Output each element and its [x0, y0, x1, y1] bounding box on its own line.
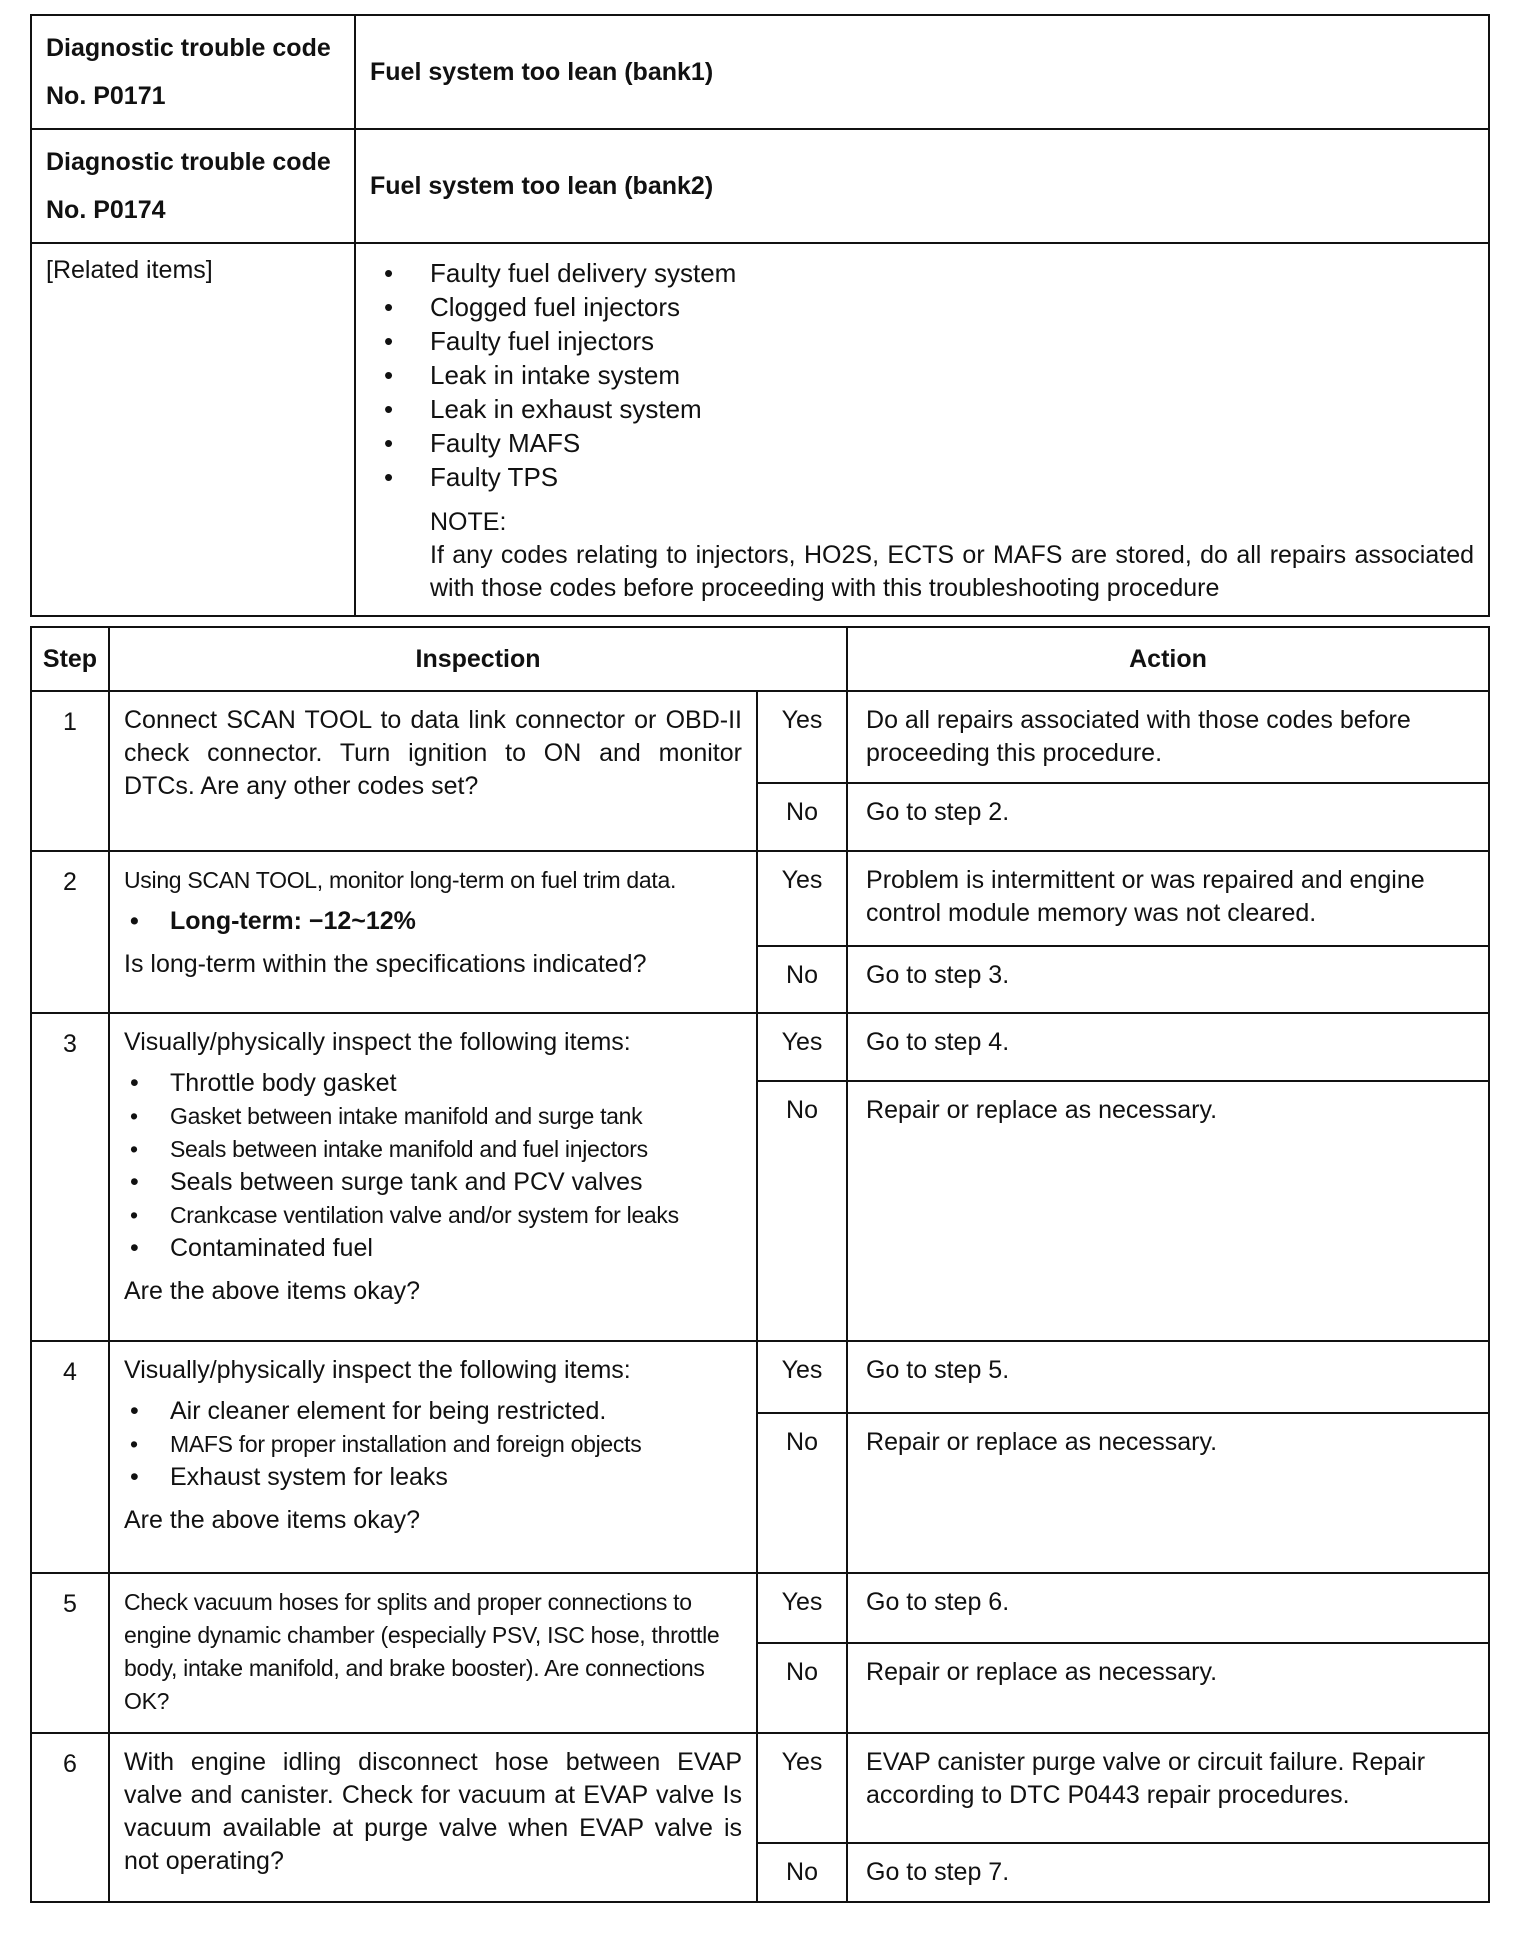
yes-label: Yes [757, 1733, 847, 1843]
list-item: • Faulty MAFS [370, 426, 1474, 460]
note-text: If any codes relating to injectors, HO2S, ECTS or MAFS are stored, do all repairs associated with those codes before proceeding with this troubleshooting procedure [430, 541, 1474, 602]
step-row-2 [31, 851, 1489, 946]
related-items-label: [Related items] [31, 243, 355, 616]
no-label: No [757, 783, 847, 851]
list-item: • Crankcase ventilation valve and/or system for leaks [124, 1199, 742, 1232]
list-item: • Seals between surge tank and PCV valves [124, 1166, 742, 1199]
note-block [430, 506, 1474, 605]
dtc-code-number: No. P0171 [46, 82, 166, 110]
step-row-4 [31, 1341, 1489, 1413]
step-row-1 [31, 691, 1489, 783]
inspection-text: With engine idling disconnect hose between EVAP valve and canister. Check for vacuum at EVAP valve Is vacuum available at purge valve when EVAP valve is not operating? [124, 1748, 742, 1875]
table-header-row [31, 627, 1489, 691]
list-item: • Faulty fuel injectors [370, 324, 1474, 358]
inspection-items [124, 1067, 742, 1265]
no-action: Go to step 7. [847, 1843, 1489, 1902]
inspection-question: Are the above items okay? [124, 1277, 420, 1305]
list-item: • Clogged fuel injectors [370, 290, 1474, 324]
yes-label: Yes [757, 1573, 847, 1643]
list-item: • Contaminated fuel [124, 1232, 742, 1265]
yes-label: Yes [757, 851, 847, 946]
no-action: Repair or replace as necessary. [847, 1081, 1489, 1341]
spec-list [124, 905, 742, 938]
no-action: Go to step 3. [847, 946, 1489, 1013]
dtc-row-p0171 [31, 15, 1489, 129]
no-action: Repair or replace as necessary. [847, 1643, 1489, 1733]
spec-value: • Long-term: −12~12% [124, 905, 742, 938]
step-row-5 [31, 1573, 1489, 1643]
step-number: 4 [31, 1341, 109, 1573]
yes-label: Yes [757, 691, 847, 783]
list-item: • Seals between intake manifold and fuel injectors [124, 1133, 742, 1166]
list-item: • Leak in intake system [370, 358, 1474, 392]
related-items-row [31, 243, 1489, 616]
troubleshooting-table [30, 626, 1490, 1903]
step-number: 1 [31, 691, 109, 851]
yes-action: Do all repairs associated with those codes before proceeding this procedure. [847, 691, 1489, 783]
inspection-text: Connect SCAN TOOL to data link connector or OBD-II check connector. Turn ignition to ON and monitor DTCs. Are any other codes set? [124, 706, 742, 800]
list-item: • Air cleaner element for being restricted. [124, 1395, 742, 1428]
dtc-description: Fuel system too lean (bank2) [355, 129, 1489, 243]
yes-label: Yes [757, 1013, 847, 1081]
step-number: 6 [31, 1733, 109, 1902]
step-number: 5 [31, 1573, 109, 1733]
dtc-code-number: No. P0174 [46, 196, 166, 224]
no-label: No [757, 1643, 847, 1733]
dtc-description: Fuel system too lean (bank1) [355, 15, 1489, 129]
dtc-label-line1: Diagnostic trouble code [46, 148, 331, 176]
dtc-label-line1: Diagnostic trouble code [46, 34, 331, 62]
list-item: • MAFS for proper installation and foreign objects [124, 1428, 742, 1461]
no-label: No [757, 1843, 847, 1902]
no-label: No [757, 1413, 847, 1573]
inspection-question: Is long-term within the specifications indicated? [124, 950, 647, 978]
list-item: • Faulty TPS [370, 460, 1474, 494]
related-items-cell [355, 243, 1489, 616]
column-header-action: Action [847, 627, 1489, 691]
dtc-header-table [30, 14, 1490, 617]
inspection-cell [109, 1013, 757, 1341]
list-item: • Exhaust system for leaks [124, 1461, 742, 1494]
no-label: No [757, 946, 847, 1013]
inspection-question: Are the above items okay? [124, 1506, 420, 1534]
yes-action: Problem is intermittent or was repaired and engine control module memory was not cleared. [847, 851, 1489, 946]
inspection-items [124, 1395, 742, 1494]
column-header-inspection: Inspection [109, 627, 847, 691]
inspection-cell [109, 691, 757, 851]
related-items-list [370, 256, 1474, 494]
dtc-code-label [31, 129, 355, 243]
dtc-code-label [31, 15, 355, 129]
step-number: 2 [31, 851, 109, 1013]
no-action: Repair or replace as necessary. [847, 1413, 1489, 1573]
step-number: 3 [31, 1013, 109, 1341]
inspection-cell [109, 1341, 757, 1573]
yes-action: Go to step 5. [847, 1341, 1489, 1413]
step-row-3 [31, 1013, 1489, 1081]
note-title: NOTE: [430, 508, 507, 536]
step-row-6 [31, 1733, 1489, 1843]
yes-action: Go to step 4. [847, 1013, 1489, 1081]
inspection-text: Using SCAN TOOL, monitor long-term on fuel trim data. [124, 867, 677, 893]
list-item: • Leak in exhaust system [370, 392, 1474, 426]
yes-action: Go to step 6. [847, 1573, 1489, 1643]
no-label: No [757, 1081, 847, 1341]
list-item: • Faulty fuel delivery system [370, 256, 1474, 290]
inspection-text: Visually/physically inspect the following items: [124, 1028, 631, 1056]
inspection-cell [109, 851, 757, 1013]
column-header-step: Step [31, 627, 109, 691]
inspection-cell [109, 1573, 757, 1733]
yes-action: EVAP canister purge valve or circuit failure. Repair according to DTC P0443 repair procedures. [847, 1733, 1489, 1843]
list-item: • Throttle body gasket [124, 1067, 742, 1100]
list-item: • Gasket between intake manifold and surge tank [124, 1100, 742, 1133]
yes-label: Yes [757, 1341, 847, 1413]
inspection-text: Check vacuum hoses for splits and proper connections to engine dynamic chamber (especially PSV, ISC hose, throttle body, intake manifold, and brake booster). Are connections OK? [124, 1589, 720, 1714]
dtc-row-p0174 [31, 129, 1489, 243]
inspection-text: Visually/physically inspect the following items: [124, 1356, 631, 1384]
no-action: Go to step 2. [847, 783, 1489, 851]
inspection-cell [109, 1733, 757, 1902]
